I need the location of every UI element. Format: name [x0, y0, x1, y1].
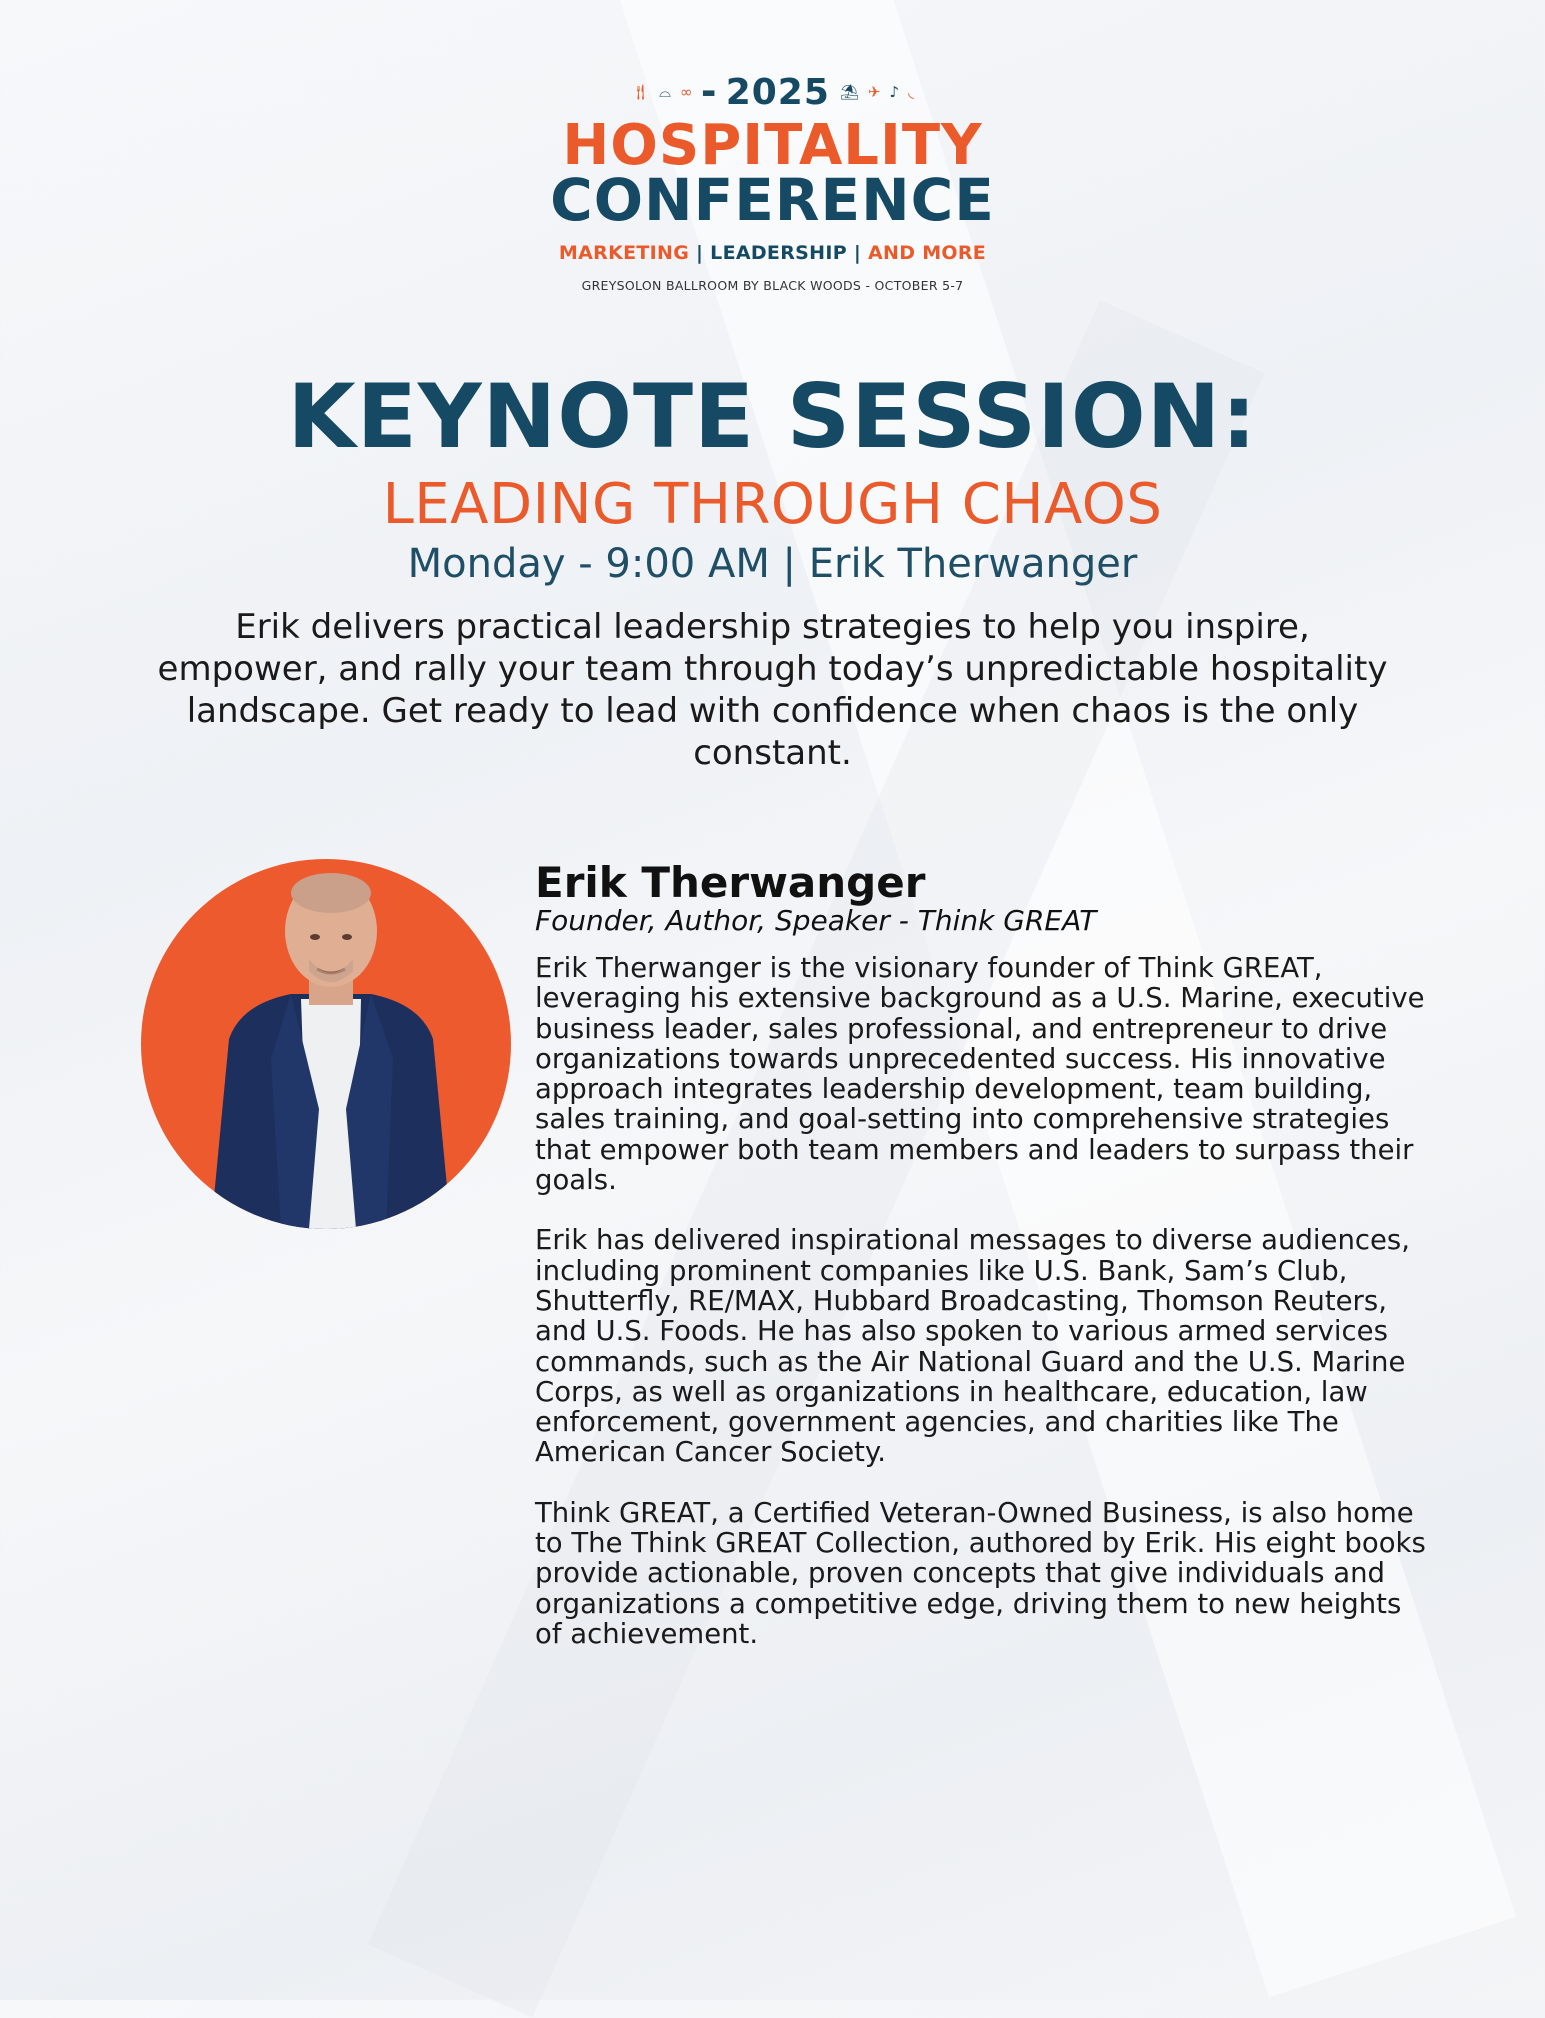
session-heading: KEYNOTE SESSION:	[287, 365, 1258, 468]
utensils-icon: 🍴︎	[631, 82, 651, 101]
tagline-separator: |	[846, 242, 869, 264]
logo-top-row	[0, 68, 1545, 116]
beach-umbrella-icon: ⛱︎	[839, 82, 859, 101]
tagline-and-more: AND MORE	[868, 242, 987, 264]
logo-tagline	[0, 242, 1545, 264]
logo-icons-right	[839, 82, 914, 101]
tagline-separator: |	[689, 242, 711, 264]
microphone-icon: ♪	[889, 82, 900, 101]
eye-mask-icon: ∞	[680, 82, 693, 101]
session-time-speaker: Monday - 9:00 AM | Erik Therwanger	[407, 541, 1138, 587]
slipper-icon: ◟	[908, 82, 914, 101]
airplane-icon: ✈︎	[867, 82, 881, 101]
session-title: LEADING THROUGH CHAOS	[382, 472, 1163, 537]
speaker-name: Erik Therwanger	[535, 858, 926, 907]
logo-year: 2025	[725, 71, 830, 113]
logo-conference: CONFERENCE	[550, 166, 995, 234]
conference-logo	[0, 68, 1545, 293]
cloche-icon: ⌓	[659, 82, 671, 101]
tagline-marketing: MARKETING	[558, 242, 690, 264]
session-intro: Erik delivers practical leadership strategies to help you inspire, empower, and rally your team through today’s unpredictable hospitality landscape. Get ready to lead with confidence when chaos is the only constant.	[157, 607, 1388, 773]
bio-paragraph: Erik Therwanger is the visionary founder of Think GREAT, leveraging his extensive background as a U.S. Marine, executive business leader, sales professional, and entrepreneur to drive organizations towards unprecedented success. His innovative approach integrates leadership development, team building, sales training, and goal-setting into comprehensive strategies that empower both team members and leaders to surpass their goals.	[535, 952, 1425, 1197]
speaker-portrait-illustration	[141, 859, 511, 1229]
bio-paragraph: Think GREAT, a Certified Veteran-Owned Business, is also home to The Think GREAT Collection, authored by Erik. His eight books provide actionable, proven concepts that give individuals and organizations a competitive edge, driving them to new heights of achievement.	[535, 1496, 1426, 1650]
speaker-role: Founder, Author, Speaker - Think GREAT	[535, 904, 1097, 937]
speaker-bio	[535, 953, 1435, 1679]
speaker-photo	[141, 859, 511, 1229]
logo-venue: GREYSOLON BALLROOM BY BLACK WOODS - OCTOBER 5-7	[581, 278, 964, 293]
logo-hospitality: HOSPITALITY	[562, 113, 983, 178]
bio-paragraph: Erik has delivered inspirational messages to diverse audiences, including prominent companies like U.S. Bank, Sam’s Club, Shutterfly, RE/MAX, Hubbard Broadcasting, Thomson Reuters, and U.S. Foods. He has also spoken to various armed services commands, such as the Air National Guard and the U.S. Marine Corps, as well as organizations in healthcare, education, law enforcement, government agencies, and charities like The American Cancer Society.	[535, 1224, 1410, 1469]
tagline-leadership: LEADERSHIP	[710, 242, 847, 264]
bed-icon: ▬	[701, 82, 716, 101]
logo-icons-left	[631, 82, 716, 101]
